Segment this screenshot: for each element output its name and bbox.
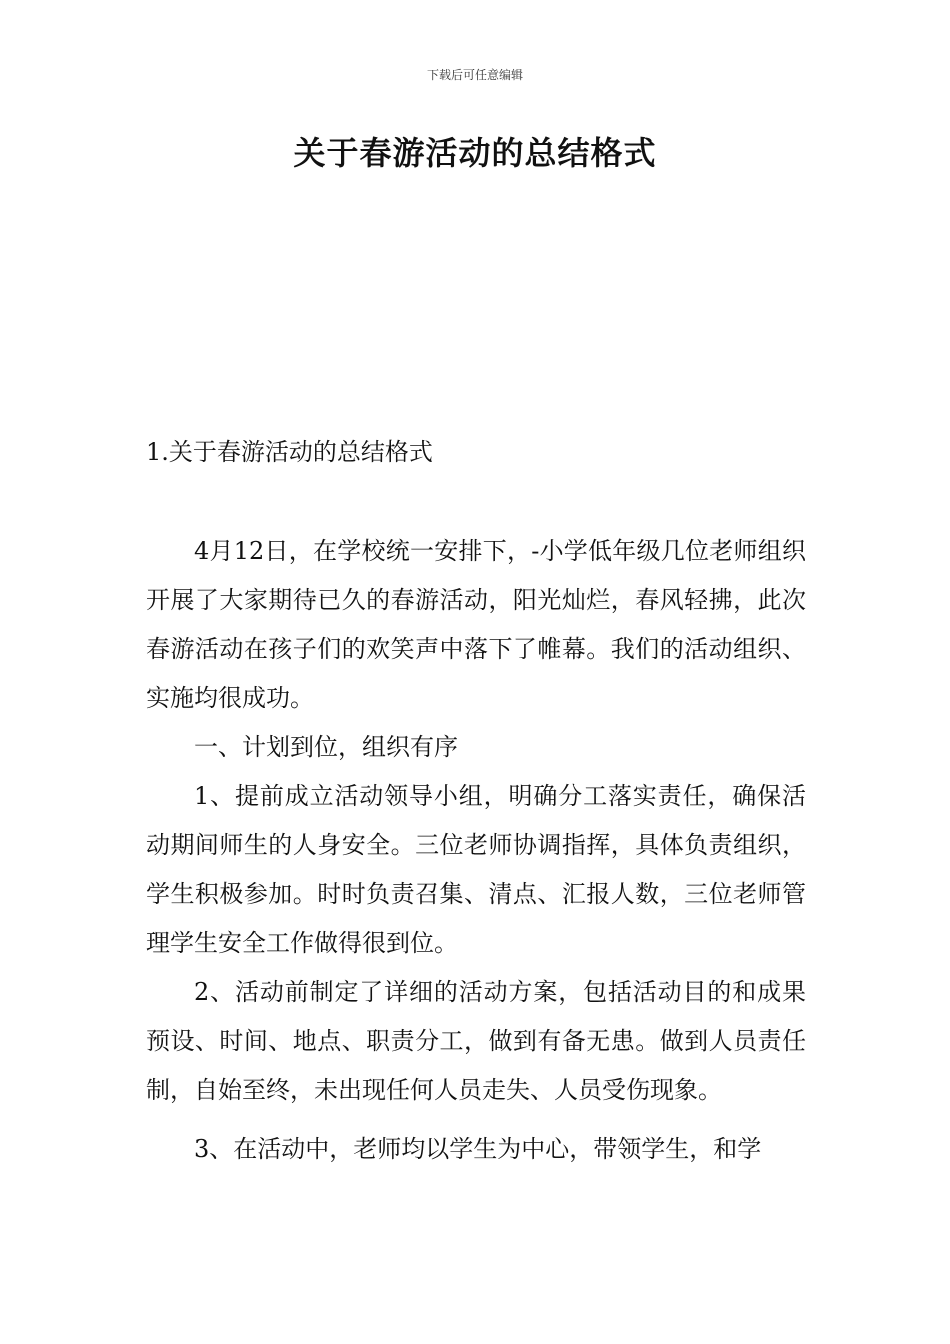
paragraph-item-1: 1、提前成立活动领导小组，明确分工落实责任，确保活动期间师生的人身安全。三位老师协调指挥，具体负责组织，学生积极参加。时时负责召集、清点、汇报人数，三位老师管理学生安全工作做得很到位。 [146,782,806,957]
header-note: 下载后可任意编辑 [426,68,523,82]
document-title: 关于春游活动的总结格式 [293,134,657,172]
paragraph-item-3: 3、在活动中，老师均以学生为中心，带领学生，和学 [194,1135,762,1163]
section-heading: 1.关于春游活动的总结格式 [146,438,433,466]
paragraph-item-2: 2、活动前制定了详细的活动方案，包括活动目的和成果预设、时间、地点、职责分工，做到有备无患。做到人员责任制，自始至终，未出现任何人员走失、人员受伤现象。 [146,978,806,1104]
paragraph-intro: 4月12日，在学校统一安排下，-小学低年级几位老师组织开展了大家期待已久的春游活动，阳光灿烂，春风轻拂，此次春游活动在孩子们的欢笑声中落下了帷幕。我们的活动组织、实施均很成功。 [146,537,806,712]
document-body [146,527,806,1174]
paragraph-subheading: 一、计划到位，组织有序 [194,733,458,761]
